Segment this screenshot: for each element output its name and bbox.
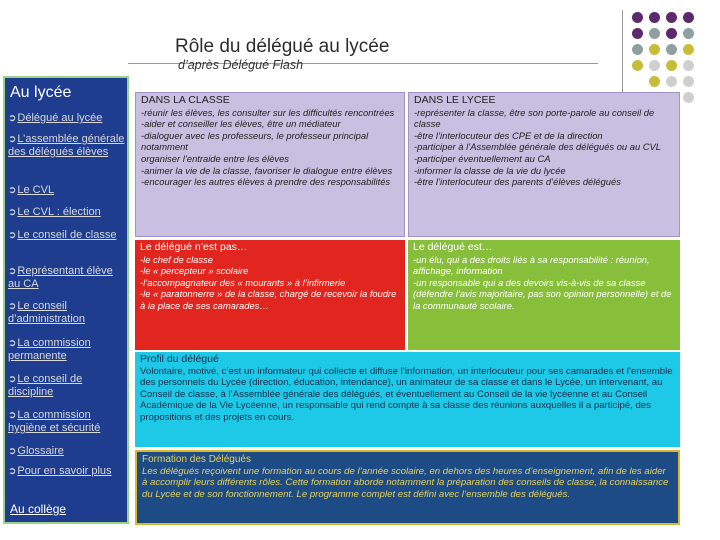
arrow-icon: ➲ xyxy=(8,446,17,457)
decor-dot xyxy=(649,60,660,71)
arrow-icon: ➲ xyxy=(8,134,17,145)
list-item: -un élu, qui a des droits liés à sa responsabilité : réunion, affichage, information xyxy=(413,253,650,277)
panel-profil-delegue xyxy=(135,352,680,447)
panel-heading: DANS LA CLASSE xyxy=(141,94,230,106)
decor-dot xyxy=(632,12,643,23)
sidebar-link-au-college[interactable]: Au collège xyxy=(10,502,67,516)
list-item: -encourager les autres élèves à prendre des responsabilités xyxy=(141,176,391,188)
panel-dans-le-lycee xyxy=(408,92,680,237)
decor-vertical-line xyxy=(622,10,623,105)
decor-dot xyxy=(649,44,660,55)
page-title: Rôle du délégué au lycée xyxy=(175,36,390,57)
arrow-icon: ➲ xyxy=(8,410,17,421)
sidebar-item-cvl[interactable]: ➲Le CVL xyxy=(8,184,55,196)
decor-dot xyxy=(649,76,660,87)
sidebar-item-conseil-discipline[interactable]: ➲Le conseil de discipline xyxy=(8,373,83,398)
list-item: -informer la classe de la vie du lycée xyxy=(414,164,566,176)
decor-dot xyxy=(683,60,694,71)
list-item: -un responsable qui a des devoirs vis-à-vis de sa classe (défendre l’avis majoritaire, pas son opinion personnelle) et de la communauté scolaire. xyxy=(413,276,672,311)
arrow-icon: ➲ xyxy=(8,338,17,349)
list-item: -le « percepteur » scolaire xyxy=(140,265,249,277)
list-item: -aider et conseiller les élèves, être un médiateur xyxy=(141,118,341,130)
sidebar-item-cvl-election[interactable]: ➲Le CVL : élection xyxy=(8,206,101,218)
arrow-icon: ➲ xyxy=(8,185,17,196)
decor-dot xyxy=(632,28,643,39)
arrow-icon: ➲ xyxy=(8,466,17,477)
decor-dot xyxy=(666,12,677,23)
decor-dot xyxy=(666,44,677,55)
decor-dot xyxy=(649,28,660,39)
list-item: -représenter la classe, être son porte-parole au conseil de classe xyxy=(414,106,655,130)
panel-text: Volontaire, motivé, c’est un informateur qui collecte et diffuse l’information, un interlocuteur pour ses camarades et l’ensemble des personnels du Lycée (direction, éducation, intendance), un animateur de sa classe et dans le Lycée, un intervenant, au Conseil de classe, à l’Assemblée générale des délégués, et éventuellement au Conseil de la vie lycéenne et au Conseil Académique de la Vie Lycéenne, un responsable qui rend compte à sa classe des réunions auxquelles il a participé, des propositions et des projets en cours. xyxy=(140,365,673,423)
decor-dot xyxy=(649,12,660,23)
list-item: organiser l’entraide entre les élèves xyxy=(141,152,289,164)
decor-dot xyxy=(683,28,694,39)
decor-dot xyxy=(683,12,694,23)
list-item: -être l’interlocuteur des parents d’élèves délégués xyxy=(414,176,621,188)
arrow-icon: ➲ xyxy=(8,374,17,385)
panel-heading: DANS LE LYCEE xyxy=(414,94,496,106)
list-item: -participer à l’Assemblée générale des délégués ou au CVL xyxy=(414,141,662,153)
list-item: -le chef de classe xyxy=(140,253,213,265)
arrow-icon: ➲ xyxy=(8,266,17,277)
panel-heading: Profil du délégué xyxy=(140,353,219,365)
panel-dans-la-classe xyxy=(135,92,405,237)
arrow-icon: ➲ xyxy=(8,113,17,124)
list-item: -le « paratonnerre » de la classe, chargé de recevoir la foudre à la place de ses camarades… xyxy=(140,288,397,311)
panel-heading: Le délégué est… xyxy=(413,241,493,253)
arrow-icon: ➲ xyxy=(8,230,17,241)
decor-dot xyxy=(666,60,677,71)
decor-dot xyxy=(683,44,694,55)
sidebar-item-conseil-de-classe[interactable]: ➲Le conseil de classe xyxy=(8,229,117,241)
decor-dot xyxy=(683,92,694,103)
arrow-icon: ➲ xyxy=(8,207,17,218)
panel-heading: Le délégué n’est pas… xyxy=(140,241,248,253)
sidebar-item-glossaire[interactable]: ➲Glossaire xyxy=(8,445,64,457)
panel-text: Les délégués reçoivent une formation au cours de l’année scolaire, en dehors des heures d’enseignement, afin de les aider à accomplir leurs différents rôles. Cette formation aborde notamment la préparation des conseils de classe, la connaissance du Lycée et de son fonctionnement. Le programme complet est défini avec l’ensemble des délégués. xyxy=(142,465,669,500)
sidebar-item-representant-ca[interactable]: ➲Représentant élève au CA xyxy=(8,265,113,290)
sidebar-item-commission-hygiene[interactable]: ➲La commission hygiène et sécurité xyxy=(8,409,101,434)
decor-dot xyxy=(666,28,677,39)
decor-dot xyxy=(632,60,643,71)
list-item: -participer éventuellement au CA xyxy=(414,152,551,164)
sidebar-item-delegue-au-lycee[interactable]: ➲Délégué au lycée xyxy=(8,112,103,124)
sidebar-item-conseil-administration[interactable]: ➲Le conseil d’administration xyxy=(8,300,86,325)
list-item: -l’accompagnateur des « mourants » à l’infirmerie xyxy=(140,276,346,288)
list-item: -réunir les élèves, les consulter sur les difficultés rencontrées xyxy=(141,106,395,118)
decor-dot xyxy=(683,76,694,87)
sidebar-heading: Au lycée xyxy=(10,84,72,101)
sidebar-item-assemblee-generale[interactable]: ➲L’assemblée générale des délégués élèves xyxy=(8,133,125,158)
panel-heading: Formation des Délégués xyxy=(142,454,251,465)
arrow-icon: ➲ xyxy=(8,301,17,312)
sidebar-item-pour-en-savoir-plus[interactable]: ➲Pour en savoir plus xyxy=(8,465,112,477)
panel-formation-delegues xyxy=(135,450,680,525)
list-item: -animer la vie de la classe, favoriser le dialogue entre élèves xyxy=(141,164,393,176)
sidebar-item-commission-permanente[interactable]: ➲La commission permanente xyxy=(8,337,91,362)
decor-dot xyxy=(632,44,643,55)
decor-dot xyxy=(666,76,677,87)
list-item: -dialoguer avec les professeurs, le professeur principal notamment xyxy=(141,129,369,153)
sidebar-nav xyxy=(3,76,129,524)
panel-delegue-nest-pas xyxy=(135,240,405,350)
panel-delegue-est xyxy=(408,240,680,350)
page-subtitle: d’après Délégué Flash xyxy=(178,58,304,72)
list-item: -être l’interlocuteur des CPE et de la direction xyxy=(414,129,603,141)
